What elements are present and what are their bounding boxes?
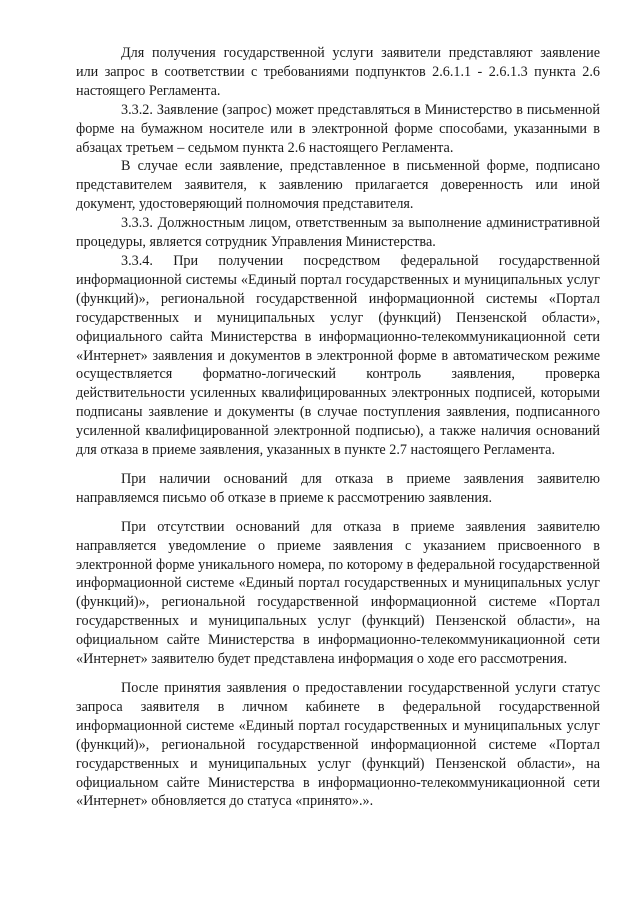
paragraph-status-update: После принятия заявления о предоставлении государственной услуги статус запроса заявителя в личном кабинете в федеральной государственной информационной системе «Единый портал государственных и муниципальных услуг (функций)», региональной государственной информационной системе «Портал государственных и муниципальных услуг (функций) Пензенской области», на официальном сайте Министерства в информационно-телекоммуникационной сети «Интернет» обновляется до статуса «принято».». (76, 680, 600, 810)
paragraph-refusal: При наличии оснований для отказа в приеме заявления заявителю направляемся письмо об отказе в приеме к рассмотрению заявления. (76, 470, 600, 506)
paragraph-3-3-2: 3.3.2. Заявление (запрос) может представляться в Министерство в письменной форме на бумажном носителе или в электронной форме способами, указанными в абзацах третьем – седьмом пункта 2.6 настоящего Регламента. (76, 101, 600, 156)
paragraph-representative: В случае если заявление, представленное в письменной форме, подписано представителем заявителя, к заявлению прилагается доверенность или иной документ, удостоверяющий полномочия представителя. (76, 158, 600, 213)
paragraph-3-3-4: 3.3.4. При получении посредством федеральной государственной информационной системы «Единый портал государственных и муниципальных услуг (функций)», региональной государственной информационной системы «Портал государственных и муниципальных услуг (функций) Пензенской области», официального сайта Министерства в информационно-телекоммуникационной сети «Интернет» заявления и документов в электронной форме в автоматическом режиме осуществляется форматно-логический контроль заявления, проверка действительности усиленных квалифицированных электронных подписей, которыми подписаны заявление и документы (в случае поступления заявления, подписанного усиленной квалифицированной электронной подписью), а также наличия оснований для отказа в приеме заявления, указанных в пункте 2.7 настоящего Регламента. (76, 252, 600, 459)
paragraph-3-3-3: 3.3.3. Должностным лицом, ответственным за выполнение административной процедуры, является сотрудник Управления Министерства. (76, 215, 600, 251)
paragraph-acceptance-notice: При отсутствии оснований для отказа в приеме заявления заявителю направляется уведомление о приеме заявления с указанием присвоенного в электронной форме уникального номера, по которому в федеральной государственной информационной системе «Единый портал государственных и муниципальных услуг (функций)», региональной государственной информационной системе «Портал государственных и муниципальных услуг (функций) Пензенской области», на официальном сайте Министерства в информационно-телекоммуникационной сети «Интернет» заявителю будет представлена информация о ходе его рассмотрения. (76, 518, 600, 668)
paragraph-intro: Для получения государственной услуги заявители представляют заявление или запрос в соответствии с требованиями подпунктов 2.6.1.1 - 2.6.1.3 пункта 2.6 настоящего Регламента. (76, 45, 600, 99)
